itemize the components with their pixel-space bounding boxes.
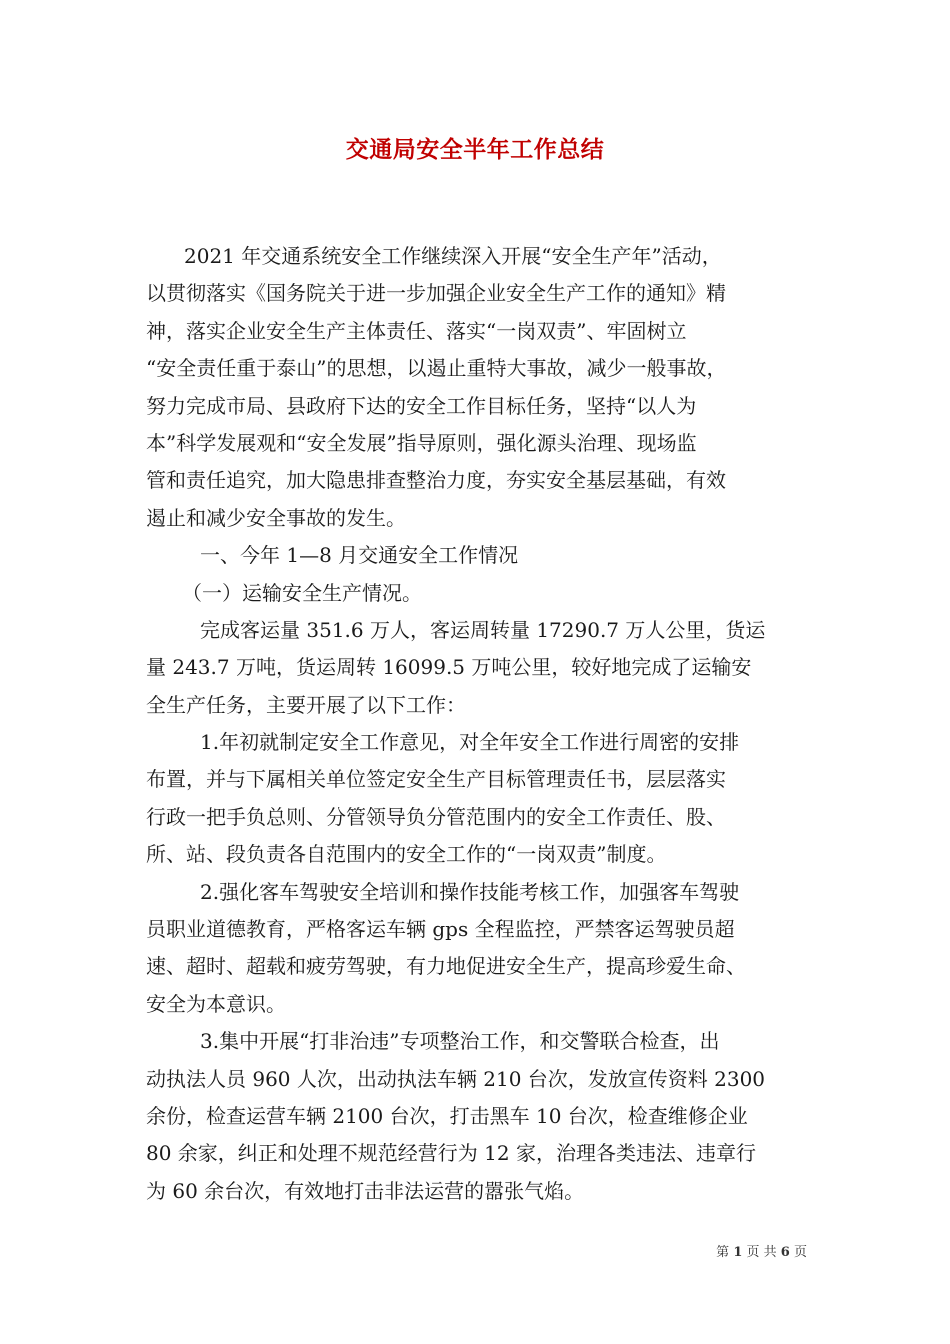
paragraph-line: 神，落实企业安全生产主体责任、落实“一岗双责”、牢固树立	[146, 318, 687, 343]
list-item-line: 80 余家，纠正和处理不规范经营行为 12 家，治理各类违法、违章行	[146, 1141, 756, 1166]
footer-suffix: 页	[793, 1245, 807, 1260]
footer-prefix: 第	[716, 1245, 730, 1260]
current-page-number: 1	[733, 1245, 743, 1260]
list-item-line: 1.年初就制定安全工作意见，对全年安全工作进行周密的安排	[200, 730, 740, 755]
list-item-line: 所、站、段负责各自范围内的安全工作的“一岗双责”制度。	[146, 842, 667, 867]
list-item-line: 员职业道德教育，严格客运车辆 gps 全程监控，严禁客运驾驶员超	[146, 917, 735, 942]
list-item-line: 余份，检查运营车辆 2100 台次，打击黑车 10 台次，检查维修企业	[146, 1103, 748, 1128]
list-item-line: 3.集中开展“打非治违”专项整治工作，和交警联合检查，出	[200, 1029, 720, 1054]
list-item-line: 速、超时、超载和疲劳驾驶，有力地促进安全生产，提高珍爱生命、	[146, 954, 746, 979]
paragraph-line: 量 243.7 万吨，货运周转 16099.5 万吨公里，较好地完成了运输安	[146, 655, 752, 680]
paragraph-line: 完成客运量 351.6 万人，客运周转量 17290.7 万人公里，货运	[200, 617, 766, 642]
list-item-line: 布置，并与下属相关单位签定安全生产目标管理责任书，层层落实	[146, 767, 726, 792]
paragraph-line: 以贯彻落实《国务院关于进一步加强企业安全生产工作的通知》精	[146, 281, 726, 306]
section-heading: 一、今年 1—8 月交通安全工作情况	[200, 543, 519, 568]
list-item-line: 行政一把手负总则、分管领导负分管范围内的安全工作责任、股、	[146, 804, 726, 829]
page-number-footer	[716, 1244, 807, 1262]
document-body	[146, 238, 810, 1210]
paragraph-line: 全生产任务，主要开展了以下工作：	[146, 692, 466, 717]
paragraph-line: 努力完成市局、县政府下达的安全工作目标任务，坚持“以人为	[146, 393, 697, 418]
subsection-heading: （一）运输安全生产情况。	[182, 580, 422, 605]
footer-middle: 页 共	[746, 1245, 777, 1260]
paragraph-line: “安全责任重于泰山”的思想，以遏止重特大事故，减少一般事故，	[146, 356, 727, 381]
paragraph-line: 2021 年交通系统安全工作继续深入开展“安全生产年”活动，	[184, 244, 722, 268]
document-title: 交通局安全半年工作总结	[345, 137, 605, 163]
list-item-line: 安全为本意识。	[146, 991, 286, 1016]
paragraph-line: 遏止和减少安全事故的发生。	[146, 505, 406, 530]
paragraph-line: 本”科学发展观和“安全发展”指导原则，强化源头治理、现场监	[146, 430, 697, 455]
list-item-line: 动执法人员 960 人次，出动执法车辆 210 台次，发放宣传资料 2300	[146, 1066, 766, 1091]
list-item-line: 为 60 余台次，有效地打击非法运营的嚣张气焰。	[146, 1178, 585, 1203]
paragraph-line: 管和责任追究，加大隐患排查整治力度，夯实安全基层基础，有效	[146, 468, 726, 493]
total-page-number: 6	[780, 1245, 790, 1260]
list-item-line: 2.强化客车驾驶安全培训和操作技能考核工作，加强客车驾驶	[200, 879, 740, 904]
